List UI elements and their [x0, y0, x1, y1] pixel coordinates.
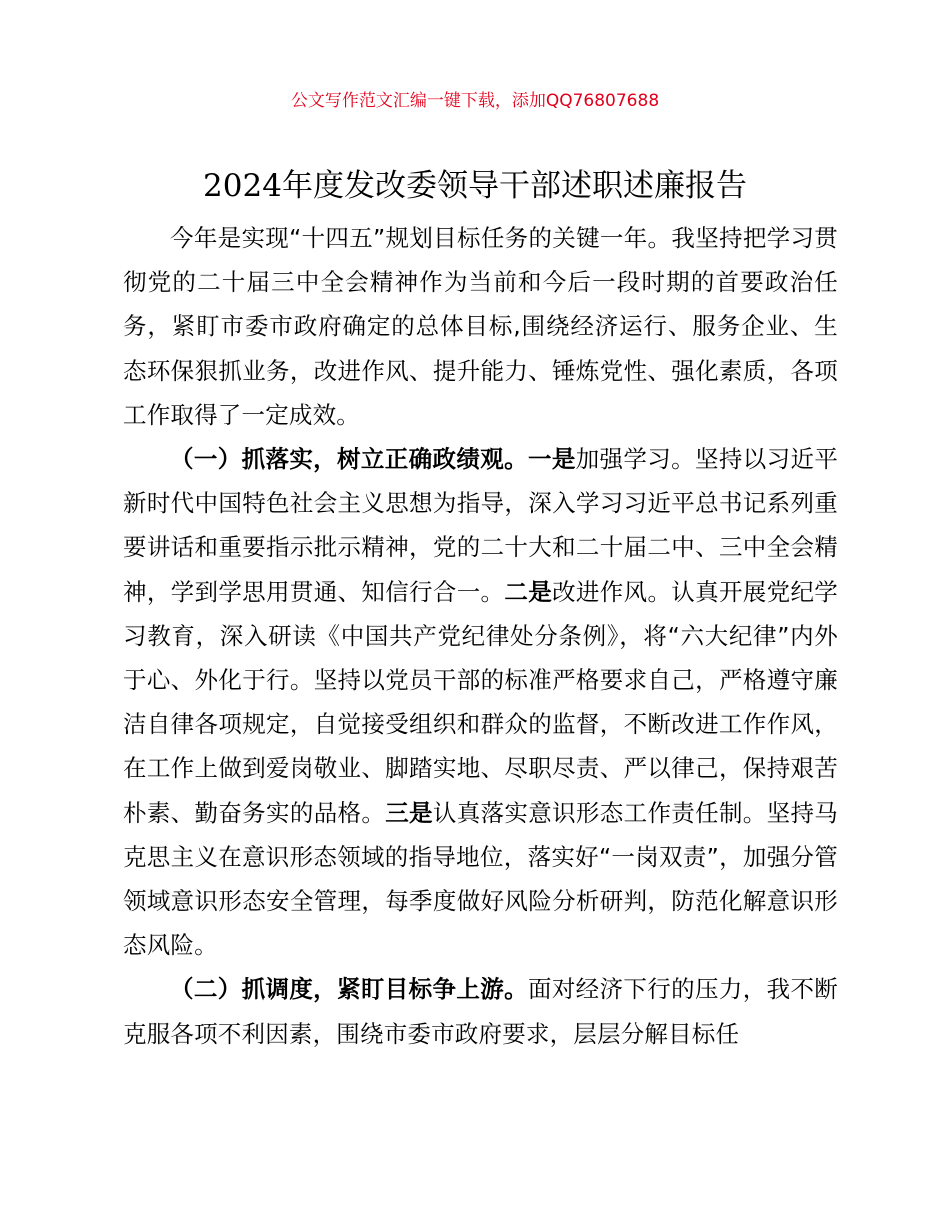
section-heading: （二）抓调度，紧盯目标争上游。 — [170, 975, 528, 1004]
paragraph-text: 认真落实意识形态工作责任制。坚持马克思主义在意识形态领域的指导地位，落实好“一岗双责”，加强分管领域意识形态安全管理，每季度做好风险分析研判，防范化解意识形态风险。 — [123, 798, 839, 960]
page-title: 2024年度发改委领导干部述职述廉报告 — [203, 168, 747, 204]
paragraph-intro — [123, 216, 838, 437]
paragraph-text: 今年是实现“十四五”规划目标任务的关键一年。我坚持把学习贯彻党的二十届三中全会精神作为当前和今后一段时期的首要政治任务，紧盯市委市政府确定的总体目标,围绕经济运行、服务企业、生态环保狠抓业务，改进作风、提升能力、锤炼党性、强化素质，各项工作取得了一定成效。 — [123, 224, 838, 429]
paragraph-text: 加强学习。坚持以习近平新时代中国特色社会主义思想为指导，深入学习习近平总书记系列重要讲话和重要指示批示精神，党的二十大和二十届二中、三中全会精神，学到学思用贯通、知信行合一。 — [123, 445, 839, 606]
paragraph-section-2 — [123, 967, 838, 1055]
download-watermark: 公文写作范文汇编一键下载，添加QQ76807688 — [290, 91, 660, 111]
section-heading: （一）抓落实，树立正确政绩观。 — [170, 445, 528, 474]
point-marker: 二是 — [504, 577, 553, 606]
point-marker: 一是 — [527, 445, 576, 474]
paragraph-section-1 — [123, 437, 838, 967]
document-body — [123, 216, 838, 1056]
paragraph-text: 改进作风。认真开展党纪学习教育，深入研读《中国共产党纪律处分条例》，将“六大纪律”内外于心、外化于行。坚持以党员干部的标准严格要求自己，严格遵守廉洁自律各项规定，自觉接受组织和群众的监督，不断改进工作作风，在工作上做到爱岗敬业、脚踏实地、尽职尽责、严以律己，保持艰苦朴素、勤奋务实的品格。 — [123, 577, 839, 827]
point-marker: 三是 — [385, 798, 433, 827]
paragraph-text: 面对经济下行的压力，我不断克服各项不利因素，围绕市委市政府要求，层层分解目标任 — [123, 975, 839, 1048]
